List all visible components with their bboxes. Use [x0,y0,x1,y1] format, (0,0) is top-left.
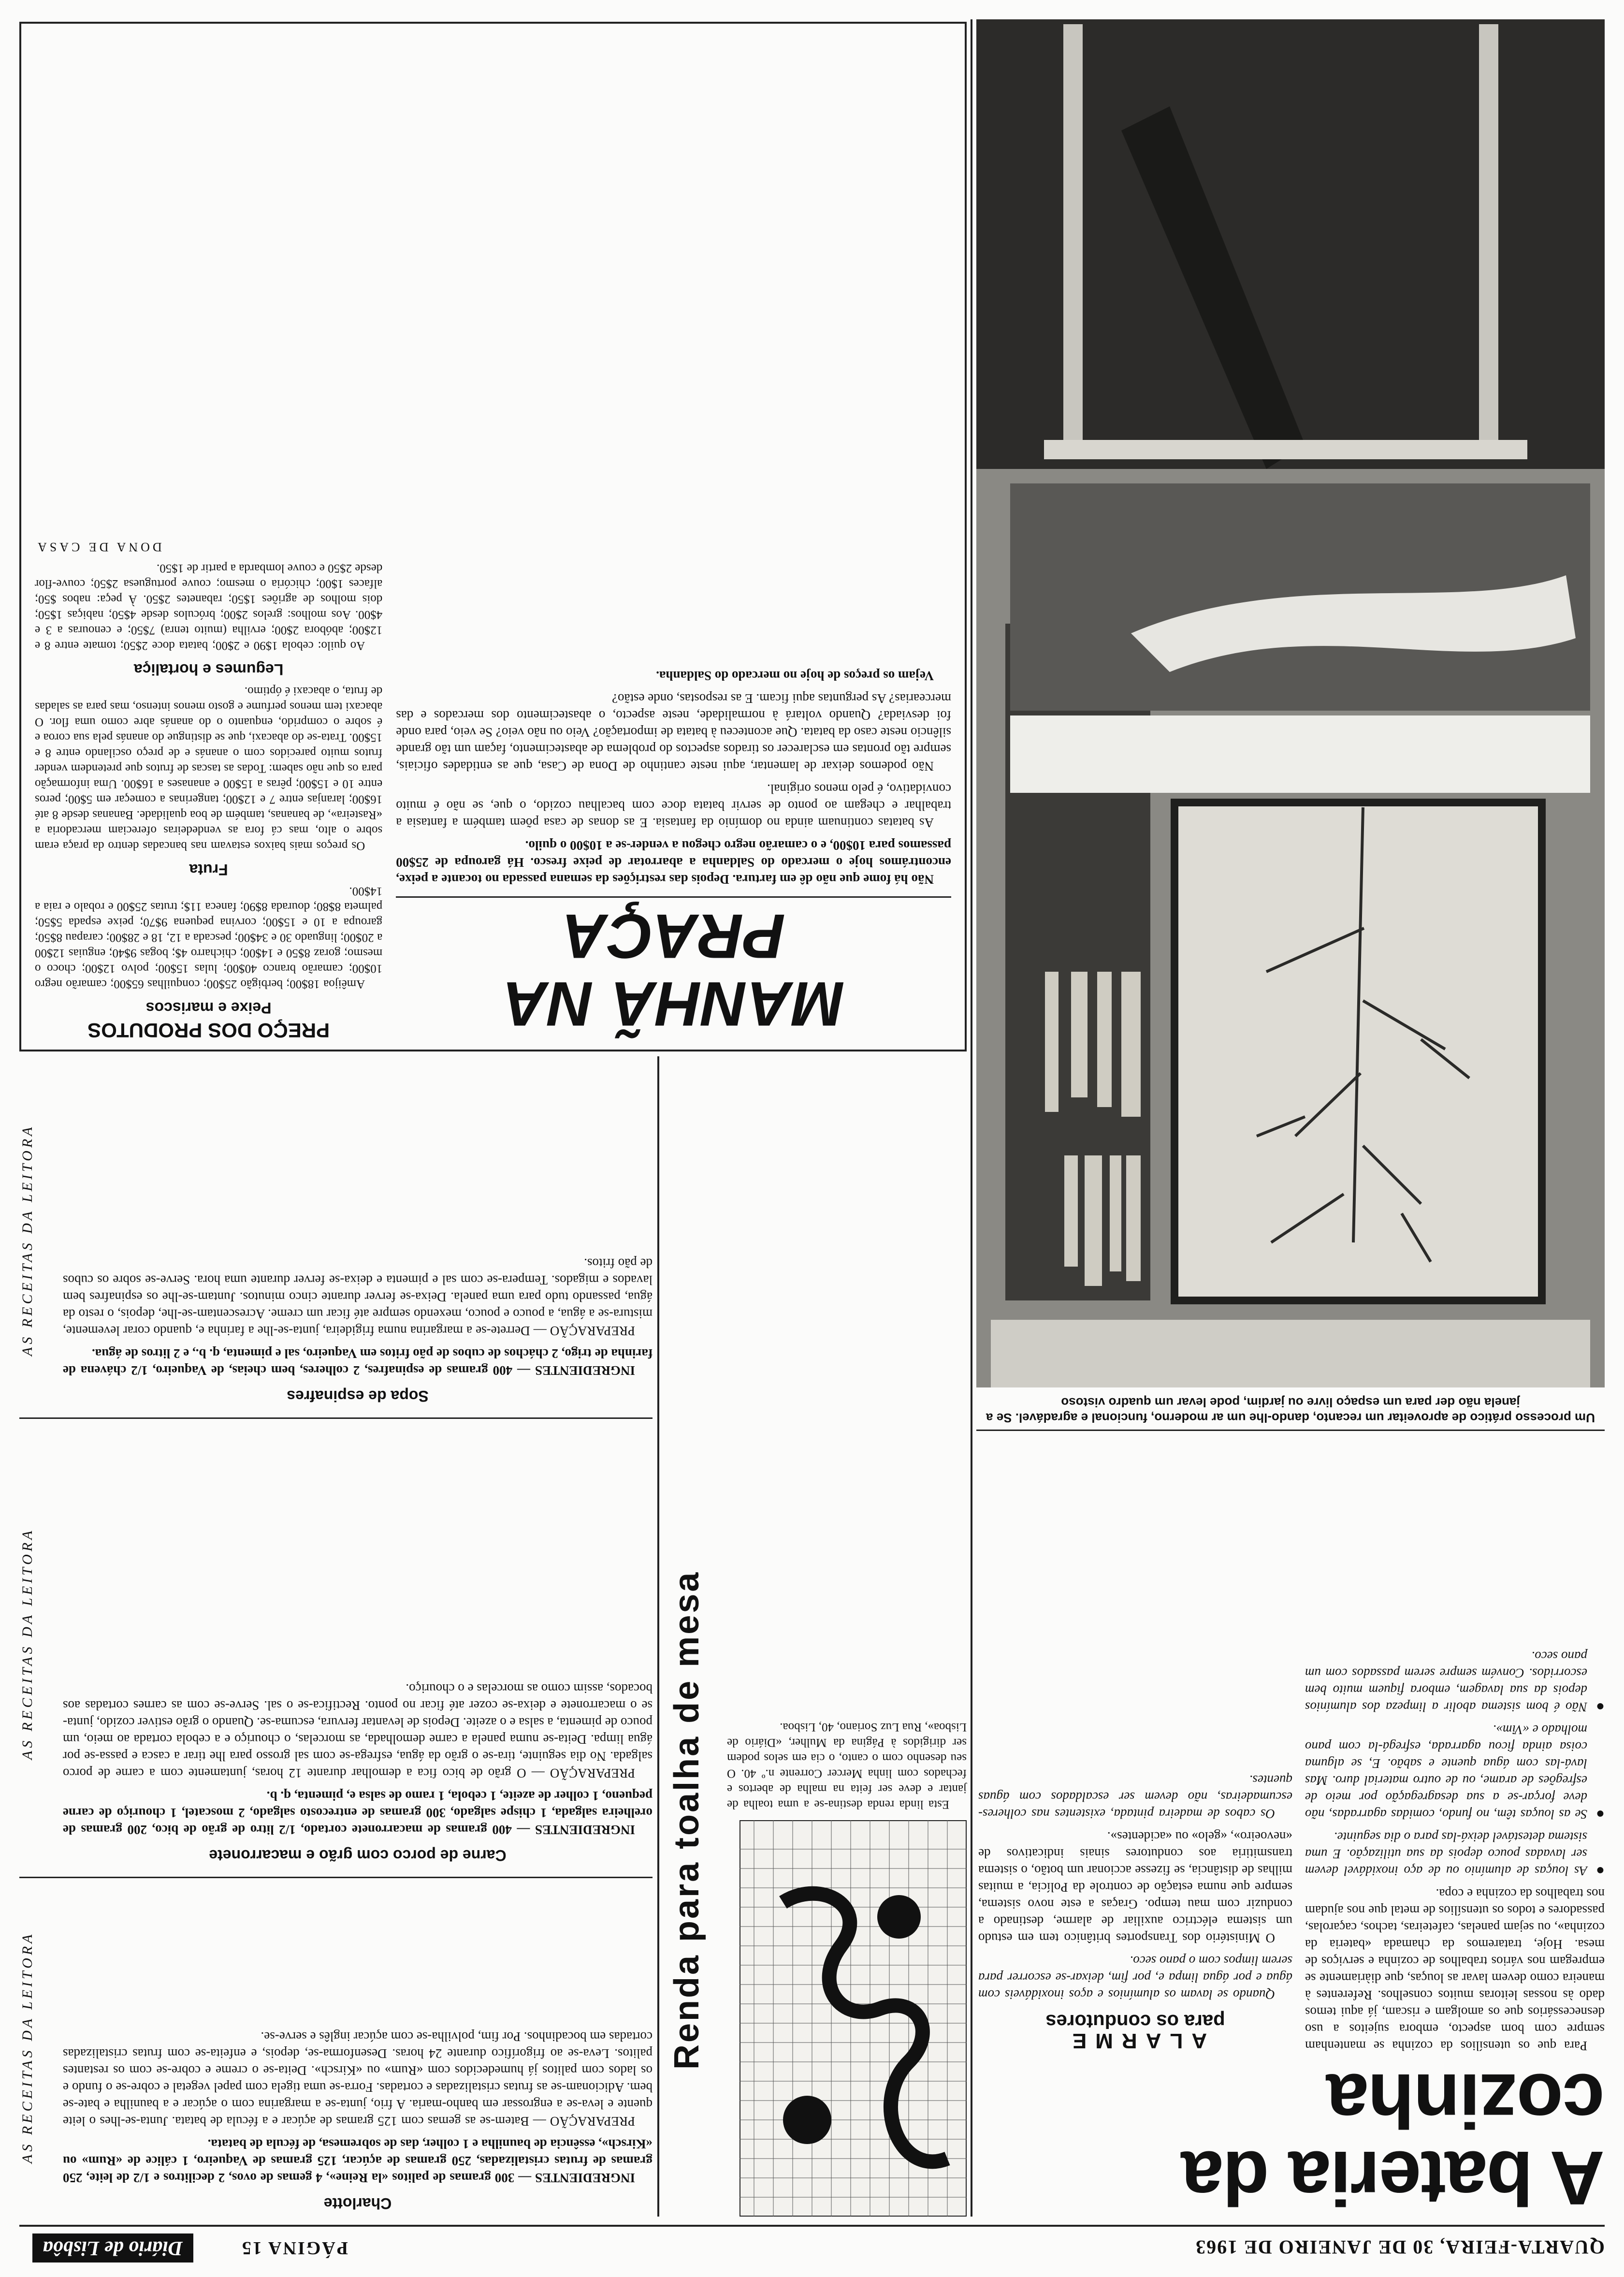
alarm-title: ALARME [1063,2029,1207,2053]
market-intro: Não há fome que não dê em fartura. Depois das restrições da semana passada no tocante a peixe, encontrámos hoje o mercado do Saldanha a abarrotar de peixe fresco. Há garoupa de 25$00 passamos para 10$00, e o camarão negro chegou a vender-se a 10$00 o quilo. [396,838,951,887]
lace-pattern-chart [740,1820,967,2217]
column-rule [971,19,972,2217]
alarm-subtitle: para os condutores [1045,2011,1225,2032]
market-article [19,22,967,1051]
alarm-paragraph-2: O Ministério dos Transportes britânico tem em estudo um sistema eléctrico auxiliar de alarme, destinado a conduzir com mau tempo. Graças a este novo sistema, sempre que numa estação de controle da Polícia, a muitas milhas de distância, se fizesse accionar um botão, o sistema transmitiria aos condutores sinais indicativos de «nevoeiro», «gelo» ou «acidentes». [978,1829,1292,1945]
kitchen-headline: A bateria da cozinha [1182,2058,1605,2220]
fish-prices: Amêijoa 18$00; berbigão 25$00; conquilhas 65$00; camarão negro 10$00; camarão branco 40$00; lulas 15$00; polvo 12$00; choco o mesmo; goraz 8$50 e 14$00; chicharro 4$; bogas 9$40; enguias 12$00 a 20$00; linguado 30 e 34$00; pescada a 12, 18 e 28$00; carapau 8$50; garoupa a 10 e 15$00; corvina pequena 9$70; peixe espada 5$50; palmeta 8$80; dourada 8$90; faneca 11$; trutas 25$00 e robalo e raia a 14$00. [35,885,383,991]
veg-prices: Ao quilo: cebola 1$90 e 2$00; batata doce 2$50; tomate entre 8 e 12$00; abóbora 2$00; ervilha (muito tenra) 7$50; e cenouras a 3 e 4$00. Aos molhos: grelos 2$00; bróculos desde 4$50; nabiças 1$50; dois molhos de agriões 1$50; rabanetes 2$50. À peça: nabos $50; alfaces 1$00; chicória o mesmo; couve portuguesa 2$50; couve-flor desde 2$50 e couve lombarda a partir de 1$50. [35,562,383,652]
photo-caption: Um processo prático de aproveitar um recanto, dando-lhe um ar moderno, funcional e agradável. Se a janela não der para um espaço livre ou jardim, pode levar um quadro vistoso [976,1395,1605,1431]
kitchen-bullet-2: ● Se as louças têm, no fundo, comidas agarradas, não deve forçar-se a sua desagregação por meio de esfregões de arame, ou de outro material duro. Mas lavá-las com água quente e sabão. E, se alguma coisa ainda ficou agarrada, esfregá-la com pano molhado e «Vim». [1305,1721,1605,1823]
kitchen-photo-illustration [976,19,1605,1387]
renda-headline: Renda para toalha de mesa [667,1570,706,2070]
kitchen-bullet-1: ● As louças de alumínio ou de aço inoxidável devem ser lavadas pouco depois da sua utilização. E uma sistema detestável deixá-las para o dia seguinte. [1305,1828,1605,1879]
recipe-sopa-de-espinafres [19,1071,652,1409]
recipe-ingredients-charlotte: INGREDIENTES — 300 gramas de palitos «la Reine», 4 gemas de ovos, 2 decilitros e 1/2 de leite, 250 gramas de frutas cristalizadas, 250 gramas de açúcar, 125 gramas de Vaqueiro, 1 cálice de «Rum» ou «Kirsch», essência de baunilha e 1 colher, das de sobremesa, de fécula de batata. [63,2137,652,2185]
column-rule [657,1056,659,2217]
recipes-side-label-2: AS RECEITAS DA LEITORA [19,1528,35,1760]
alarm-paragraph-3: Os cabos de madeira pintada, existentes nas colheres-escumadeiras, não devem ser escaldados com águas quentes. [978,1773,1292,1821]
masthead: Diário de Lisbôa [32,2233,193,2262]
market-paragraph-3: Vejam os preços de hoje no mercado do Saldanha. [656,669,934,683]
market-paragraph-1: As batatas continuam ainda no domínio da fantasia. E as donas de casa põem também a fantasia a trabalhar e chegam ao ponto de servir batata doce com bacalhau cozido, o que, se não é muito convidativo, é pelo menos original. [396,782,951,830]
recipe-title-sopa-de-espinafres: Sopa de espinafres [287,1387,429,1405]
recipes-side-label-1: AS RECEITAS DA LEITORA [19,1931,35,2163]
recipe-ingredients-carne-de-porco: INGREDIENTES — 400 gramas de macarronete cortado, 1/2 litro de grão de bico, 200 gramas de orelheira salgada, 1 chispe salgado, 300 gramas de entrecosto salgado, 2 moscatel, 1 chouriço de carne pequeno, 1 colher de azeite, 1 cebola, 1 ramo de salsa e, pimenta, q. b. [63,1789,652,1837]
recipe-method-charlotte: PREPARAÇÃO — Batem-se as gemas com 125 gramas de açúcar e a fécula de batata. Junta-se-lhes o leite quente e leva-se a engrossar em banho-maria. A frio, junta-se a margarina com o açúcar e a baunilha e bate-se bem. Adicionam-se as frutas cristalizadas e cortadas. Forra-se uma tigela com papel vegetal e cobre-se o fundo e os lados com palitos já humedecidos com «Rum» ou «Kirsch». Deita-se o creme e cobre-se com os restantes palitos. Leva-se ao frigorífico durante 24 horas. Desenforma-se, depois, e enfeita-se com frutas cristalizadas cortadas em bocadinhos. Por fim, polvilha-se com açúcar inglês e serve-se. [63,2029,652,2129]
recipe-carne-de-porco [19,1417,652,1868]
kitchen-intro: Para que os utensílios da cozinha se mantenham sempre com bom aspecto, embora sujeitos a uso desnecessários que os amolgam e riscam, já aqui temos dado às nossas leitoras muitos conselhos. Referentes à maneira como devem lavar as louças, que diàriamente se empregam nos vários trabalhos de cozinha e serviços de mesa. Hoje, trataremos da chamada «bateria da cozinha», ou sejam panelas, cafeteiras, tachos, caçarolas, passadores e todos os utensílios de metal que nos ajudam nos trabalhos da cozinha e copa. [1305,1886,1605,2053]
alarm-paragraph-1: Quando se lavam os alumínios e aços inoxidáveis com água e por água limpa e, por fim, deixar-se escorrer para serem limpos com o pano seco. [978,1954,1292,2002]
renda-article [667,1395,967,2217]
renda-paragraph: Esta linda renda destina-se a uma toalha de jantar e deve ser feita na malha de abertos e fechados com linha Mercer Corrente n.º 40. O seu desenho com o canto, o cia em selos podem ser dirigidos à Página da Mulher, «Diário de Lisboa», Rua Luz Soriano, 40, Lisboa. [727,1721,967,1811]
price-title: PREÇO DOS PRODUTOS [87,1019,330,1042]
date-line: QUARTA-FEIRA, 30 DE JANEIRO DE 1963 [1195,2236,1605,2258]
kitchen-bullet-3: ● Não é bom sistema abolir a limpeza dos alumínios depois da sua lavagem, embora fiquem muito bem escorridos. Convém sempre serem passados com um pano seco. [1305,1648,1605,1715]
recipe-title-charlotte: Charlotte [323,2195,392,2212]
recipe-method-carne-de-porco: PREPARAÇÃO — O grão de bico fica a demolhar durante 12 horas, juntamente com a carne de porco salgada. No dia seguinte, tira-se o grão da água, esfrega-se com sal grosso para lhe tirar a casca e passa-se por água limpa. Deita-se numa panela a carne demolhada, as morcelas, o chouriço e a cebola cortada ao meio, um pouco de pimenta, a salsa e o azeite. Depois de levantar fervura, escuma-se. Quando o grão estiver cozido, junta-se o macarronete e deixa-se cozer até ficar no ponto. Rectifica-se o sal. Serve-se com as carnes cortadas aos bocados, assim como as morcelas e o chouriço. [63,1681,652,1781]
kitchen-photo [976,19,1605,1387]
recipes-column [19,1008,652,2217]
recipe-ingredients-sopa-de-espinafres: INGREDIENTES — 400 gramas de espinafres, 2 colheres, bem cheias, de Vaqueiro, 1/2 chávena de farinha de trigo, 2 cháchos de cubos de pão fritos em Vaqueiro, sal e pimenta, q. b., e 2 litros de água. [63,1346,652,1378]
veg-section-title: Legumes e hortaliça [133,661,284,678]
recipe-title-carne-de-porco: Carne de porco com grão e macarronete [209,1847,507,1864]
kitchen-article [976,1395,1605,2220]
fruit-section-title: Fruta [189,861,228,878]
fish-section-title: Peixe e mariscos [145,999,272,1017]
market-signature: DONA DE CASA [35,540,162,554]
fruit-prices: Os preços mais baixos estavam nas bancadas dentro da praça eram sobre o alto, mas cá fora as vendedeiras ofereciam mercadoria a «Rasteira», de bananas, também de boa qualidade. Bananas desde 8 até 16$00; laranjas entre 7 e 12$00; tangerinas a começar em 5$00; peros entre 10 e 15$00; pêras a 15$00 e ananases a 16$00. Uma informação para os que não sabem: Todas as tascas de frutos que pretendem vender frutos muito parecidos com o ananás e de preço oscilando entre 8 e 15$00. Trata-se do abacaxi, que se distingue do ananás pela sua coroa e é sobre o comprido, enquanto o do ananás abre como uma flor. O abacaxi tem menos perfume e gosto menos intenso, mas para as saladas de fruta, o abacaxi é óptimo. [35,685,383,852]
market-paragraph-2: Não podemos deixar de lamentar, aqui neste cantinho de Dona de Casa, que as entidades oficiais, sempre tão prontas em esclarecer os tirados aspectos do problema de abastecimento, façam um tão grande silêncio neste caso da batata. Que aconteceu à batata de importação? Veio ou não veio? Se veio, para onde foi desviada? Quando voltará à normalidade, neste aspecto, o abastecimento dos mercados e das mercearias? As perguntas aqui ficam. E as respostas, onde estão? [396,691,951,774]
recipe-charlotte [19,1877,652,2217]
recipes-side-label-3: AS RECEITAS DA LEITORA [19,1124,35,1356]
running-header [19,2225,1605,2263]
recipe-method-sopa-de-espinafres: PREPARAÇÃO — Derrete-se a margarina numa frigideira, junta-se-lhe a farinha e, quando corar levemente, mistura-se a água, a pouco e pouco, mexendo sempre até ficar um creme. Acrescentam-se-lhe, depois, o resto da água, passando tudo para uma panela. Deixa-se ferver durante cinco minutos. Juntam-se-lhe os espinafres bem lavados e migados. Tempera-se com sal e pimenta e deixa-se ferver durante uma hora. Serve-se sobre os cubos de pão fritos. [63,1256,652,1338]
page-number: PÁGINA 15 [240,2238,348,2258]
market-headline: MANHÃ NA PRAÇA [396,896,951,1038]
